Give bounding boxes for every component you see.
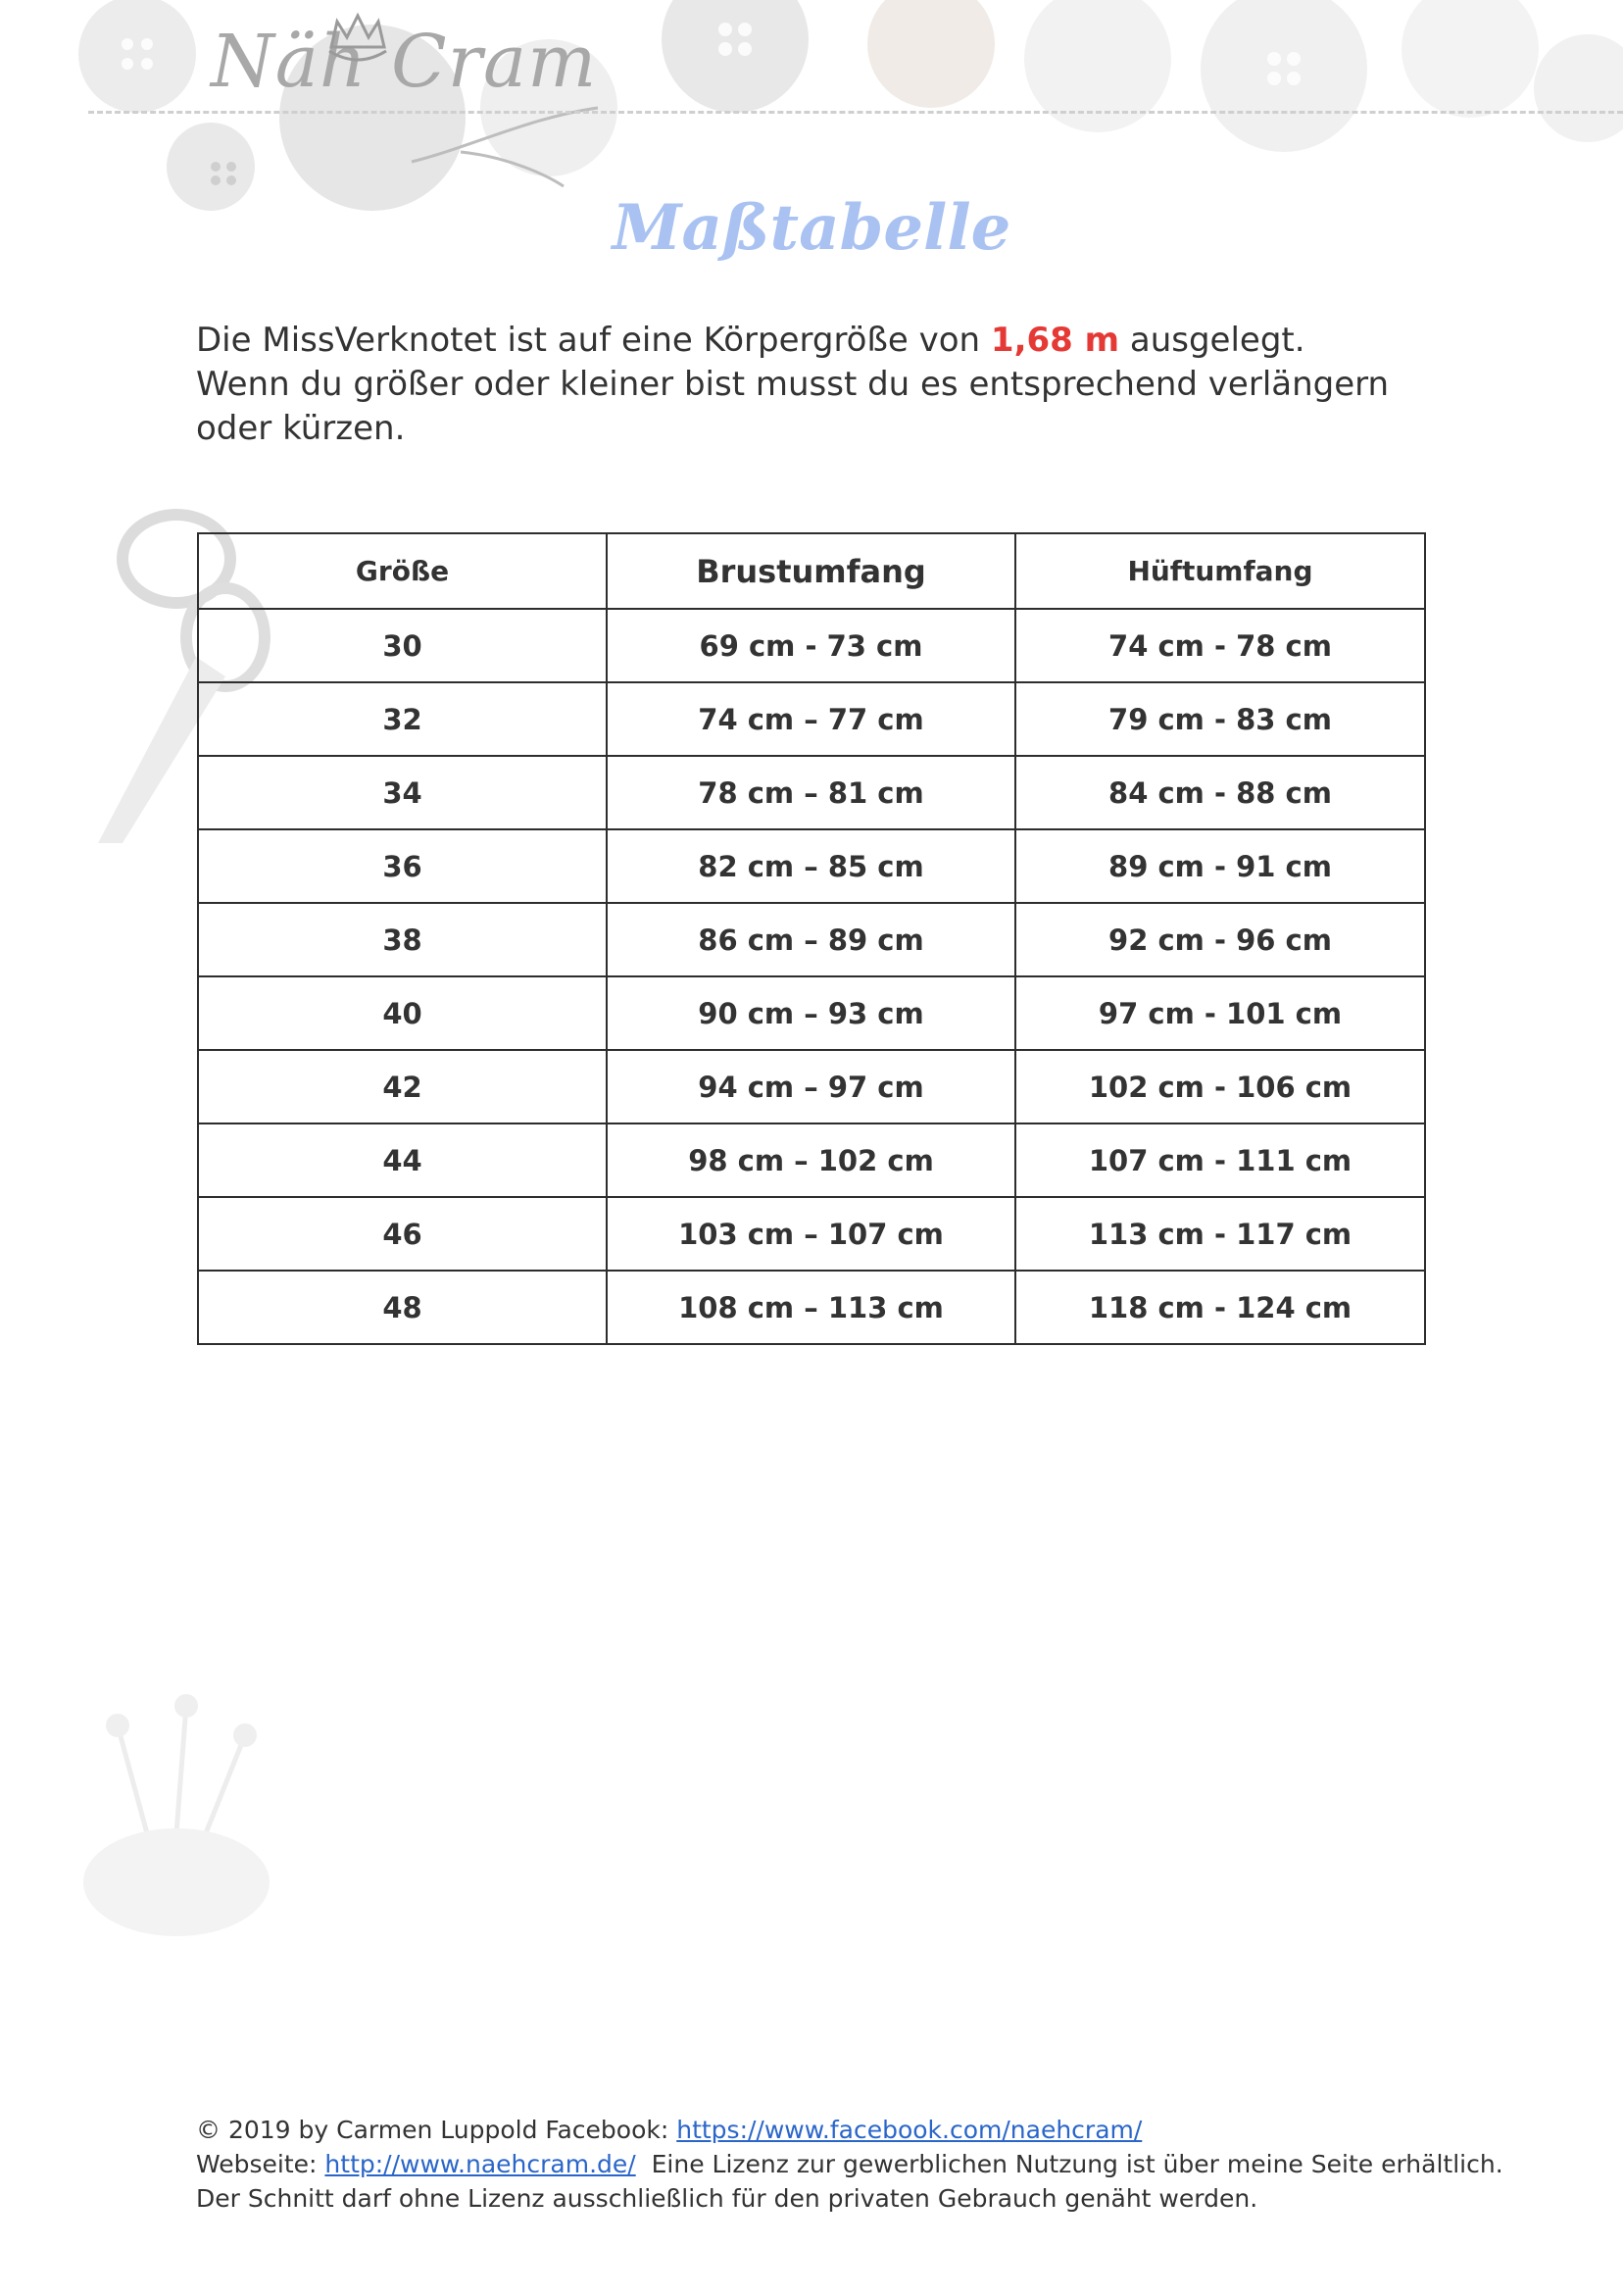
header-bust: Brustumfang: [607, 533, 1015, 609]
logo: Näh Cram: [211, 20, 598, 104]
hip-cell: 102 cm - 106 cm: [1015, 1050, 1425, 1123]
bust-cell: 108 cm – 113 cm: [607, 1271, 1015, 1344]
crown-icon: [323, 8, 392, 67]
footer-line-1: [196, 2113, 1568, 2147]
button-decoration: [1402, 0, 1539, 118]
pincushion-decoration: [78, 1686, 274, 1941]
bust-cell: 82 cm – 85 cm: [607, 829, 1015, 903]
button-decoration: [78, 0, 196, 113]
table-header-row: [198, 533, 1425, 609]
table-row: [198, 903, 1425, 976]
size-cell: 34: [198, 756, 607, 829]
header-divider: [88, 111, 1623, 114]
footer-line-2: [196, 2147, 1568, 2181]
bust-cell: 78 cm – 81 cm: [607, 756, 1015, 829]
bust-cell: 90 cm – 93 cm: [607, 976, 1015, 1050]
website-link[interactable]: http://www.naehcram.de/: [324, 2150, 636, 2178]
table-row: [198, 756, 1425, 829]
table-row: [198, 976, 1425, 1050]
hip-cell: 107 cm - 111 cm: [1015, 1123, 1425, 1197]
size-cell: 36: [198, 829, 607, 903]
button-decoration: [662, 0, 809, 113]
header-size: Größe: [198, 533, 607, 609]
size-cell: 40: [198, 976, 607, 1050]
hip-cell: 74 cm - 78 cm: [1015, 609, 1425, 682]
bust-cell: 98 cm – 102 cm: [607, 1123, 1015, 1197]
table-row: [198, 1197, 1425, 1271]
table-row: [198, 1271, 1425, 1344]
table-row: [198, 682, 1425, 756]
page-title: Maßtabelle: [612, 191, 1011, 265]
footer: [196, 2113, 1568, 2216]
size-table: [197, 532, 1426, 1345]
button-decoration: [1201, 0, 1367, 152]
bust-cell: 86 cm – 89 cm: [607, 903, 1015, 976]
intro-text-before: Die MissVerknotet ist auf eine Körpergröße von: [196, 321, 991, 360]
bust-cell: 103 cm – 107 cm: [607, 1197, 1015, 1271]
hip-cell: 92 cm - 96 cm: [1015, 903, 1425, 976]
table-row: [198, 1123, 1425, 1197]
size-cell: 32: [198, 682, 607, 756]
hip-cell: 89 cm - 91 cm: [1015, 829, 1425, 903]
size-cell: 38: [198, 903, 607, 976]
table-row: [198, 829, 1425, 903]
table-row: [198, 1050, 1425, 1123]
license-text: Eine Lizenz zur gewerblichen Nutzung ist über meine Seite erhältlich.: [635, 2150, 1503, 2178]
size-cell: 48: [198, 1271, 607, 1344]
button-decoration: [1534, 34, 1623, 142]
table-row: [198, 609, 1425, 682]
button-decoration: [867, 0, 995, 108]
intro-text-after: ausgelegt.: [1119, 321, 1305, 360]
size-cell: 30: [198, 609, 607, 682]
intro-text: [196, 319, 1470, 451]
bust-cell: 94 cm – 97 cm: [607, 1050, 1015, 1123]
hip-cell: 84 cm - 88 cm: [1015, 756, 1425, 829]
website-label: Webseite:: [196, 2150, 325, 2178]
bust-cell: 74 cm – 77 cm: [607, 682, 1015, 756]
body-height-highlight: 1,68 m: [990, 321, 1120, 360]
footer-line-3: Der Schnitt darf ohne Lizenz ausschließlich für den privaten Gebrauch genäht werden.: [196, 2184, 1258, 2213]
copyright-text: © 2019 by Carmen Luppold Facebook:: [196, 2116, 677, 2144]
size-cell: 46: [198, 1197, 607, 1271]
hip-cell: 97 cm - 101 cm: [1015, 976, 1425, 1050]
hip-cell: 79 cm - 83 cm: [1015, 682, 1425, 756]
hip-cell: 113 cm - 117 cm: [1015, 1197, 1425, 1271]
header-hip: Hüftumfang: [1015, 533, 1425, 609]
intro-line-2: Wenn du größer oder kleiner bist musst du es entsprechend verlängern oder kürzen.: [196, 365, 1390, 448]
bust-cell: 69 cm - 73 cm: [607, 609, 1015, 682]
intro-line-1: [196, 319, 1470, 363]
size-cell: 44: [198, 1123, 607, 1197]
size-cell: 42: [198, 1050, 607, 1123]
hip-cell: 118 cm - 124 cm: [1015, 1271, 1425, 1344]
facebook-link[interactable]: https://www.facebook.com/naehcram/: [676, 2116, 1143, 2144]
